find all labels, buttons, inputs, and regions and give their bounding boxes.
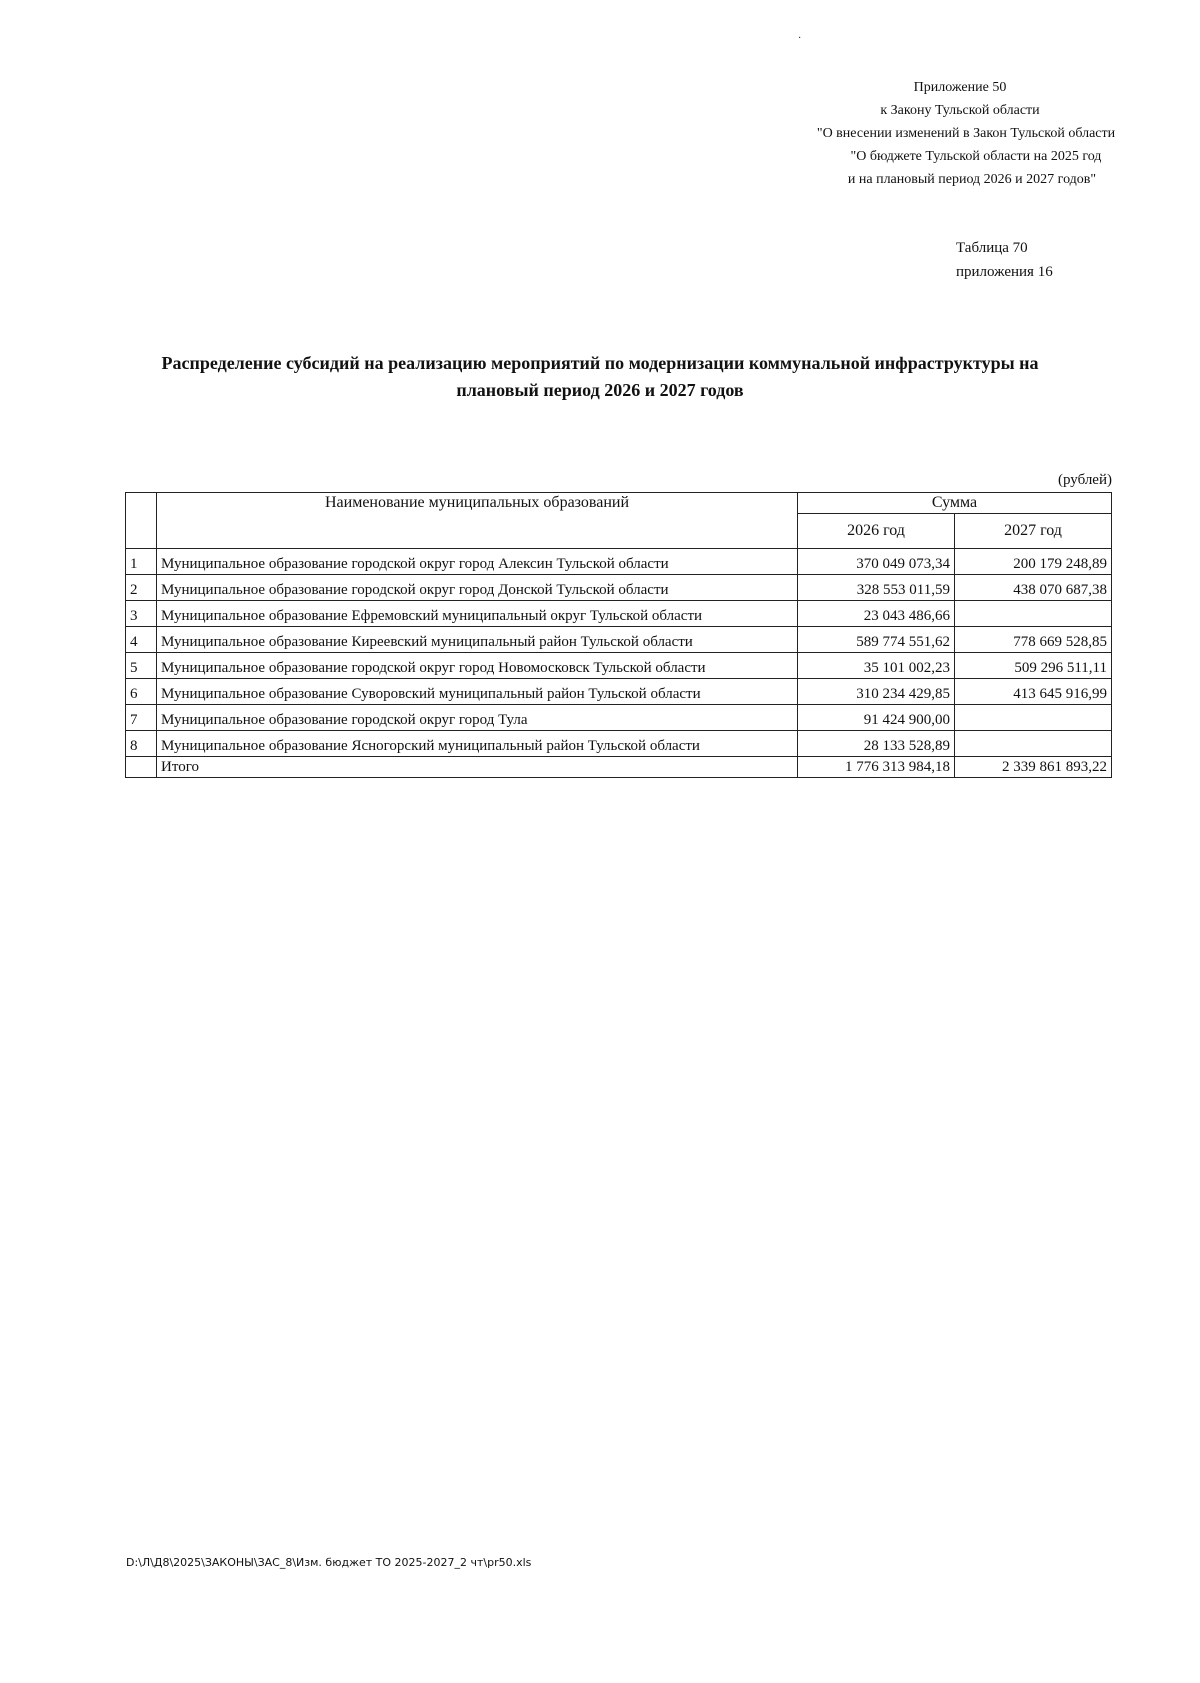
amount-2026: 23 043 486,66 bbox=[798, 601, 955, 627]
sum-column-header: Сумма bbox=[798, 493, 1112, 514]
amount-2027: 778 669 528,85 bbox=[955, 627, 1112, 653]
total-2026: 1 776 313 984,18 bbox=[798, 757, 955, 778]
municipality-name: Муниципальное образование городской округ город Алексин Тульской области bbox=[157, 549, 798, 575]
amount-2027 bbox=[955, 705, 1112, 731]
document-title: Распределение субсидий на реализацию мероприятий по модернизации коммунальной инфраструктуры на плановый период 2026 и 2027 годов bbox=[161, 353, 1039, 400]
municipality-name: Муниципальное образование Ефремовский муниципальный округ Тульской области bbox=[157, 601, 798, 627]
number-column-header bbox=[126, 493, 157, 549]
amount-2026: 589 774 551,62 bbox=[798, 627, 955, 653]
table-row bbox=[126, 549, 1112, 575]
table-reference bbox=[956, 236, 1053, 284]
amount-2027: 509 296 511,11 bbox=[955, 653, 1112, 679]
table-appendix: приложения 16 bbox=[956, 264, 1053, 280]
municipality-name: Муниципальное образование городской округ город Тула bbox=[157, 705, 798, 731]
amount-2026: 310 234 429,85 bbox=[798, 679, 955, 705]
amount-2026: 328 553 011,59 bbox=[798, 575, 955, 601]
amount-2026: 35 101 002,23 bbox=[798, 653, 955, 679]
name-column-header: Наименование муниципальных образований bbox=[157, 493, 798, 549]
table-row bbox=[126, 575, 1112, 601]
table-row bbox=[126, 705, 1112, 731]
municipality-name: Муниципальное образование Суворовский муниципальный район Тульской области bbox=[157, 679, 798, 705]
appendix-line: и на плановый период 2026 и 2027 годов" bbox=[847, 172, 1097, 187]
scan-speck: · bbox=[798, 33, 802, 44]
row-number: 8 bbox=[126, 731, 157, 757]
appendix-line: к Закону Тульской области bbox=[880, 103, 1040, 118]
municipality-name: Муниципальное образование городской округ город Донской Тульской области bbox=[157, 575, 798, 601]
row-number: 3 bbox=[126, 601, 157, 627]
unit-label: (рублей) bbox=[1057, 472, 1112, 488]
appendix-header bbox=[770, 76, 1150, 191]
row-number: 4 bbox=[126, 627, 157, 653]
municipality-name: Муниципальное образование городской округ город Новомосковск Тульской области bbox=[157, 653, 798, 679]
table-row bbox=[126, 653, 1112, 679]
total-2027: 2 339 861 893,22 bbox=[955, 757, 1112, 778]
table-header-row bbox=[126, 493, 1112, 514]
row-number: 6 bbox=[126, 679, 157, 705]
row-number: 1 bbox=[126, 549, 157, 575]
table-row bbox=[126, 731, 1112, 757]
row-number: 5 bbox=[126, 653, 157, 679]
row-number: 7 bbox=[126, 705, 157, 731]
municipality-name: Муниципальное образование Ясногорский муниципальный район Тульской области bbox=[157, 731, 798, 757]
amount-2027 bbox=[955, 601, 1112, 627]
amount-2026: 370 049 073,34 bbox=[798, 549, 955, 575]
amount-2027: 200 179 248,89 bbox=[955, 549, 1112, 575]
total-label: Итого bbox=[157, 757, 798, 778]
table-number: Таблица 70 bbox=[956, 240, 1028, 256]
table-row bbox=[126, 679, 1112, 705]
row-number: 2 bbox=[126, 575, 157, 601]
amount-2027 bbox=[955, 731, 1112, 757]
file-path-footer: D:\Л\Д8\2025\ЗАКОНЫ\ЗАС_8\Изм. бюджет ТО 2025-2027_2 чт\pr50.xls bbox=[126, 1556, 532, 1569]
amount-2026: 28 133 528,89 bbox=[798, 731, 955, 757]
municipality-name: Муниципальное образование Киреевский муниципальный район Тульской области bbox=[157, 627, 798, 653]
amount-2026: 91 424 900,00 bbox=[798, 705, 955, 731]
year-2026-header: 2026 год bbox=[798, 514, 955, 549]
year-2027-header: 2027 год bbox=[955, 514, 1112, 549]
appendix-line: Приложение 50 bbox=[913, 80, 1007, 95]
amount-2027: 438 070 687,38 bbox=[955, 575, 1112, 601]
table-row bbox=[126, 601, 1112, 627]
appendix-line: "О внесении изменений в Закон Тульской области bbox=[816, 126, 1116, 141]
amount-2027: 413 645 916,99 bbox=[955, 679, 1112, 705]
distribution-table bbox=[125, 492, 1112, 778]
table-row bbox=[126, 627, 1112, 653]
total-row bbox=[126, 757, 1112, 778]
total-number-cell bbox=[126, 757, 157, 778]
appendix-line: "О бюджете Тульской области на 2025 год bbox=[850, 149, 1102, 164]
